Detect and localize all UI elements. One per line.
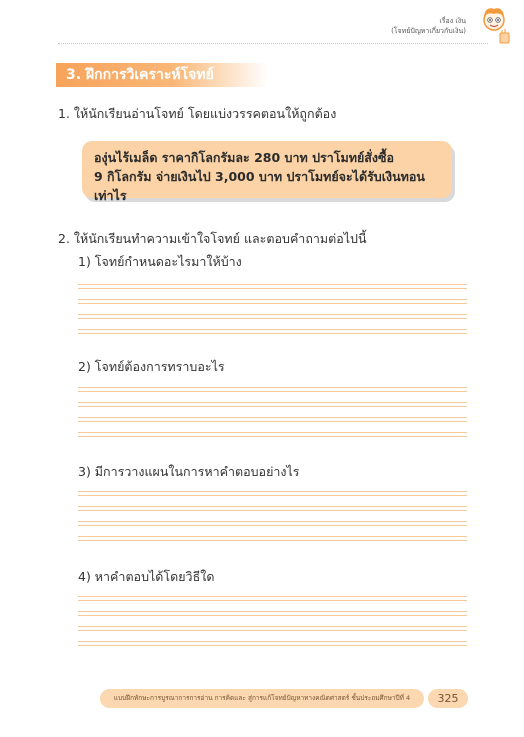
chapter-subtitle: (โจทย์ปัญหาเกี่ยวกับเงิน) bbox=[391, 27, 466, 35]
answer-lines-3[interactable] bbox=[78, 491, 467, 541]
sub-question-2: 2) โจทย์ต้องการทราบอะไร bbox=[78, 359, 225, 374]
answer-lines-4[interactable] bbox=[78, 596, 467, 646]
sub-question-1: 1) โจทย์กำหนดอะไรมาให้บ้าง bbox=[78, 254, 242, 269]
footer-book-title: แบบฝึกทักษะการบูรณาการการอ่าน การคิดและ สู่การแก้โจทย์ปัญหาทางคณิตศาสตร์ ชั้นประถมศึกษาปีที่ 4 bbox=[100, 689, 424, 708]
answer-lines-2[interactable] bbox=[78, 387, 467, 437]
problem-line-1: องุ่นไร้เมล็ด ราคากิโลกรัมละ 280 บาท ปราโมทย์สั่งซื้อ bbox=[94, 150, 394, 165]
answer-lines-1[interactable] bbox=[78, 284, 467, 334]
page-number: 325 bbox=[428, 689, 468, 708]
sub-question-4: 4) หาคำตอบได้โดยวิธีใด bbox=[78, 569, 215, 584]
problem-line-2: 9 กิโลกรัม จ่ายเงินไป 3,000 บาท ปราโมทย์จะได้รับเงินทอนเท่าไร bbox=[94, 169, 425, 203]
chapter-title: เรื่อง เงิน bbox=[439, 17, 466, 25]
problem-box bbox=[82, 141, 452, 203]
question-2: 2. ให้นักเรียนทำความเข้าใจโจทย์ และตอบคำถามต่อไปนี้ bbox=[58, 231, 367, 246]
section-title: 3. ฝึกการวิเคราะห์โจทย์ bbox=[56, 63, 268, 87]
question-1: 1. ให้นักเรียนอ่านโจทย์ โดยแบ่งวรรคตอนให้ถูกต้อง bbox=[58, 106, 337, 121]
sub-question-3: 3) มีการวางแผนในการหาคำตอบอย่างไร bbox=[78, 464, 300, 479]
mascot-icon bbox=[476, 6, 512, 48]
chapter-header bbox=[391, 16, 466, 36]
header-divider bbox=[58, 43, 488, 44]
